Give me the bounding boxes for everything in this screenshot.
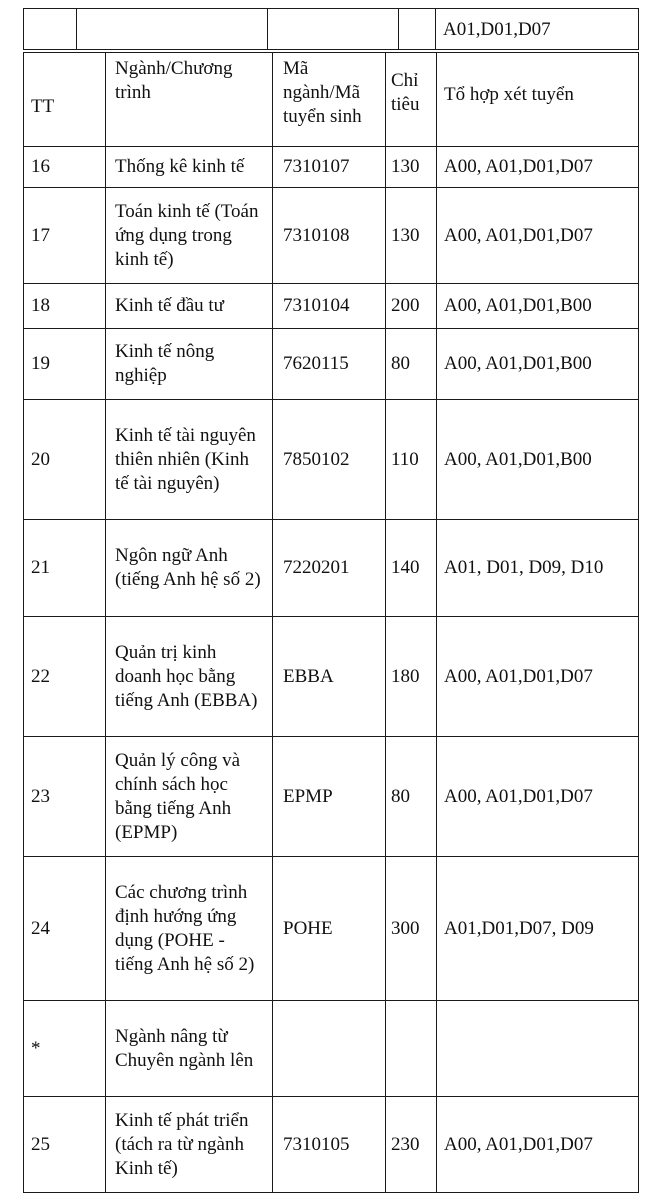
row-combo (437, 1001, 639, 1097)
row-program: Quản trị kinh doanh học bằng tiếng Anh (EBBA) (106, 617, 273, 737)
row-program: Kinh tế nông nghiệp (106, 329, 273, 400)
row-code (273, 1001, 386, 1097)
row-code: 7310108 (273, 188, 386, 284)
top-continuation-row (24, 9, 639, 50)
row-quota: 80 (386, 329, 437, 400)
top-cell-quota (399, 9, 436, 50)
row-quota: 180 (386, 617, 437, 737)
table-row (24, 329, 639, 400)
admissions-table (23, 52, 639, 1193)
header-tt: TT (24, 53, 106, 147)
top-cell-tt (24, 9, 77, 50)
table-row (24, 617, 639, 737)
row-quota: 300 (386, 857, 437, 1001)
row-tt: 20 (24, 400, 106, 520)
top-cell-program (77, 9, 268, 50)
row-tt: 16 (24, 147, 106, 188)
row-program: Kinh tế tài nguyên thiên nhiên (Kinh tế tài nguyên) (106, 400, 273, 520)
table-row (24, 188, 639, 284)
table-row (24, 147, 639, 188)
header-combo: Tổ hợp xét tuyển (437, 53, 639, 147)
row-tt: * (24, 1001, 106, 1097)
row-program: Quản lý công và chính sách học bằng tiếng Anh (EPMP) (106, 737, 273, 857)
row-tt: 23 (24, 737, 106, 857)
row-code: POHE (273, 857, 386, 1001)
header-code: Mã ngành/Mã tuyển sinh (273, 53, 386, 147)
table-row (24, 737, 639, 857)
row-quota: 140 (386, 520, 437, 617)
table-row (24, 1097, 639, 1193)
top-cell-combo: A01,D01,D07 (436, 9, 639, 50)
row-program: Kinh tế phát triển (tách ra từ ngành Kinh tế) (106, 1097, 273, 1193)
row-combo: A00, A01,D01,D07 (437, 188, 639, 284)
row-tt: 24 (24, 857, 106, 1001)
row-program: Kinh tế đầu tư (106, 284, 273, 329)
row-tt: 17 (24, 188, 106, 284)
row-quota: 130 (386, 188, 437, 284)
top-continuation-table (23, 8, 639, 50)
table-header-row (24, 53, 639, 147)
row-tt: 25 (24, 1097, 106, 1193)
row-quota: 230 (386, 1097, 437, 1193)
row-program: Toán kinh tế (Toán ứng dụng trong kinh tế) (106, 188, 273, 284)
header-quota: Chỉ tiêu (386, 53, 437, 147)
row-tt: 18 (24, 284, 106, 329)
table-row (24, 284, 639, 329)
row-code: 7310104 (273, 284, 386, 329)
row-code: 7620115 (273, 329, 386, 400)
row-program: Ngôn ngữ Anh (tiếng Anh hệ số 2) (106, 520, 273, 617)
row-code: EPMP (273, 737, 386, 857)
row-code: 7310107 (273, 147, 386, 188)
table-row (24, 1001, 639, 1097)
row-combo: A00, A01,D01,B00 (437, 329, 639, 400)
row-combo: A01,D01,D07, D09 (437, 857, 639, 1001)
row-tt: 19 (24, 329, 106, 400)
row-combo: A00, A01,D01,B00 (437, 284, 639, 329)
row-combo: A00, A01,D01,B00 (437, 400, 639, 520)
row-combo: A00, A01,D01,D07 (437, 147, 639, 188)
top-cell-code (268, 9, 399, 50)
row-combo: A00, A01,D01,D07 (437, 737, 639, 857)
row-code: 7310105 (273, 1097, 386, 1193)
header-program: Ngành/Chương trình (106, 53, 273, 147)
row-combo: A00, A01,D01,D07 (437, 1097, 639, 1193)
row-code: 7850102 (273, 400, 386, 520)
row-quota: 110 (386, 400, 437, 520)
row-tt: 22 (24, 617, 106, 737)
row-program: Ngành nâng từ Chuyên ngành lên (106, 1001, 273, 1097)
row-quota (386, 1001, 437, 1097)
row-code: EBBA (273, 617, 386, 737)
row-tt: 21 (24, 520, 106, 617)
table-row (24, 400, 639, 520)
table-row (24, 520, 639, 617)
row-code: 7220201 (273, 520, 386, 617)
row-quota: 80 (386, 737, 437, 857)
row-quota: 130 (386, 147, 437, 188)
table-row (24, 857, 639, 1001)
row-quota: 200 (386, 284, 437, 329)
row-combo: A00, A01,D01,D07 (437, 617, 639, 737)
row-program: Các chương trình định hướng ứng dụng (POHE - tiếng Anh hệ số 2) (106, 857, 273, 1001)
row-combo: A01, D01, D09, D10 (437, 520, 639, 617)
row-program: Thống kê kinh tế (106, 147, 273, 188)
